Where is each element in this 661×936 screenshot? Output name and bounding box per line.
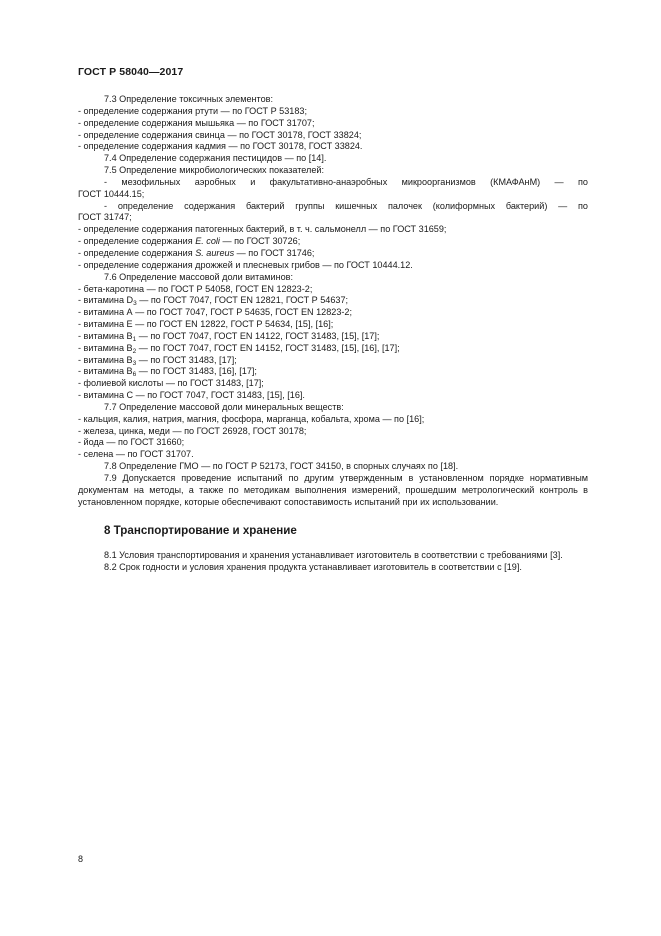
text: - витамина В: [78, 330, 133, 341]
subscript: 3: [133, 300, 137, 308]
text: — по ГОСТ 31483, [17];: [136, 354, 237, 365]
list-item: - фолиевой кислоты — по ГОСТ 31483, [17];: [78, 378, 264, 389]
list-item: - определение содержания дрожжей и плесневых грибов — по ГОСТ 10444.12.: [78, 259, 413, 270]
list-item: - селена — по ГОСТ 31707.: [78, 449, 194, 460]
section-7-6-title: 7.6 Определение массовой доли витаминов:: [104, 271, 294, 282]
document-code: ГОСТ Р 58040—2017: [78, 66, 184, 78]
list-item: [78, 331, 588, 343]
list-item: - определение содержания ртути — по ГОСТ Р 53183;: [78, 105, 307, 116]
list-item: - витамина С — по ГОСТ 7047, ГОСТ 31483, [15], [16].: [78, 390, 305, 401]
subscript: 3: [132, 359, 137, 367]
subscript: 1: [132, 335, 137, 343]
text: - витамина В: [78, 354, 133, 365]
text: - витамина В: [78, 366, 133, 377]
text: — по ГОСТ 7047, ГОСТ EN 14152, ГОСТ 31483, [15], [16], [17];: [136, 342, 400, 353]
list-item: [78, 366, 588, 378]
list-item: - витамина А — по ГОСТ 7047, ГОСТ Р 54635, ГОСТ EN 12823-2;: [78, 307, 353, 318]
list-item: - определение содержания кадмия — по ГОСТ 30178, ГОСТ 33824.: [78, 141, 363, 152]
list-item: - определение содержания бактерий группы кишечных палочек (колиформных бактерий) — по: [104, 200, 588, 211]
subscript: 6: [132, 371, 137, 379]
list-item: - бета-каротина — по ГОСТ Р 54058, ГОСТ EN 12823-2;: [78, 283, 313, 294]
list-item: - мезофильных аэробных и факультативно-анаэробных микроорганизмов (КМАФАнМ) — по: [104, 176, 588, 187]
section-7-9-paragraph: 7.9 Допускается проведение испытаний по другим утвержденным в установленном порядке нормативным документам на методы, а также по методикам выполнения измерений, прошедшим метрологический контроль в установленном порядке, которые обеспечивают сопоставимость испытаний при их использовании.: [78, 473, 588, 507]
list-item: - кальция, калия, натрия, магния, фосфора, марганца, кобальта, хрома — по [16];: [78, 413, 425, 424]
list-item: [78, 236, 588, 248]
text: — по ГОСТ 7047, ГОСТ EN 12821, ГОСТ Р 54637;: [136, 295, 349, 306]
list-item: [78, 355, 588, 367]
section-8-heading: 8 Транспортирование и хранение: [104, 523, 297, 537]
section-8-1-paragraph: 8.1 Условия транспортирования и хранения устанавливает изготовитель в соответствии с требованиями [3].: [104, 550, 563, 561]
list-item-continued: ГОСТ 10444.15;: [78, 188, 145, 199]
section-7-8-title: 7.8 Определение ГМО — по ГОСТ Р 52173, ГОСТ 34150, в спорных случаях по [18].: [104, 461, 459, 472]
text: — по ГОСТ 7047, ГОСТ EN 14122, ГОСТ 31483, [15], [17];: [136, 330, 380, 341]
list-item-continued: ГОСТ 31747;: [78, 212, 132, 223]
page-number: 8: [78, 854, 84, 864]
text: — по ГОСТ 31746;: [234, 247, 315, 258]
document-body: [78, 94, 588, 574]
section-7-7-title: 7.7 Определение массовой доли минеральных веществ:: [104, 401, 344, 412]
section-7-4-title: 7.4 Определение содержания пестицидов — по [14].: [104, 153, 327, 164]
list-item: [78, 248, 588, 260]
list-item: - определение содержания свинца — по ГОСТ 30178, ГОСТ 33824;: [78, 129, 362, 140]
section-8-2-paragraph: 8.2 Срок годности и условия хранения продукта устанавливает изготовитель в соответствии с [19].: [104, 562, 522, 573]
list-item: [78, 295, 588, 307]
organism-name: S. aureus: [195, 247, 235, 258]
list-item: - йода — по ГОСТ 31660;: [78, 437, 185, 448]
list-item: - определение содержания мышьяка — по ГОСТ 31707;: [78, 117, 315, 128]
list-item: - железа, цинка, меди — по ГОСТ 26928, ГОСТ 30178;: [78, 425, 307, 436]
text: - витамина В: [78, 342, 133, 353]
organism-name: E. coli: [195, 236, 220, 247]
section-7-5-title: 7.5 Определение микробиологических показателей:: [104, 165, 325, 176]
list-item: - определение содержания патогенных бактерий, в т. ч. сальмонелл — по ГОСТ 31659;: [78, 224, 447, 235]
list-item: - витамина Е — по ГОСТ EN 12822, ГОСТ Р 54634, [15], [16];: [78, 319, 334, 330]
section-7-3-title: 7.3 Определение токсичных элементов:: [104, 94, 274, 104]
text: - определение содержания: [78, 247, 196, 258]
text: — по ГОСТ 31483, [16], [17];: [136, 366, 257, 377]
text: - определение содержания: [78, 236, 196, 247]
text: - витамина D: [78, 295, 134, 306]
list-item: [78, 343, 588, 355]
subscript: 2: [132, 347, 137, 355]
text: — по ГОСТ 30726;: [219, 236, 301, 247]
